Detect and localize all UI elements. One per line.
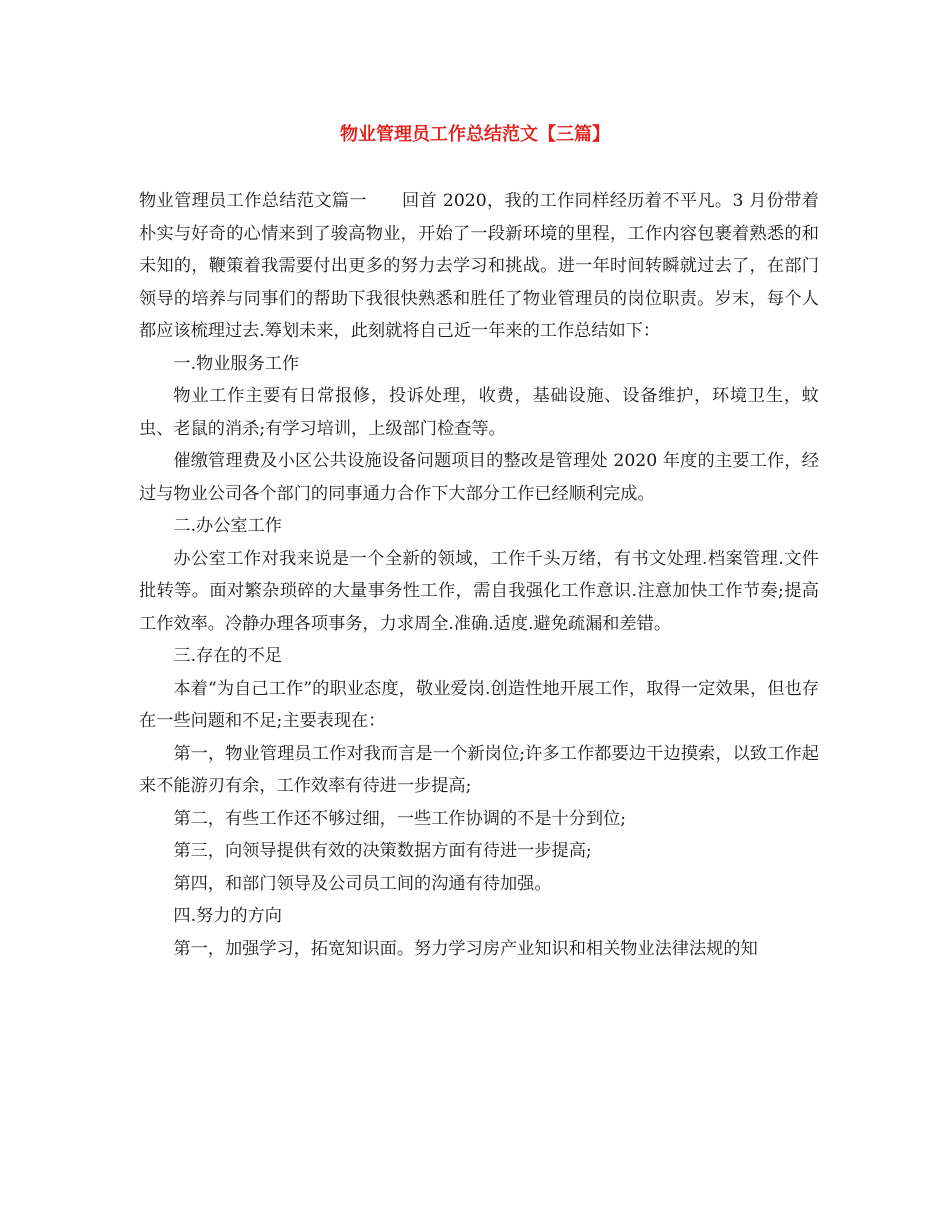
paragraph: 本着“为自己工作”的职业态度，敬业爱岗.创造性地开展工作，取得一定效果，但也存在一些问题和不足;主要表现在： (139, 678, 819, 731)
document-title: 物业管理员工作总结范文【三篇】 (340, 124, 610, 145)
section-heading-4: 四.努力的方向 (173, 906, 282, 926)
paragraph: 办公室工作对我来说是一个全新的领域，工作千头万绪，有书文处理.档案管理.文件批转等。面对繁杂琐碎的大量事务性工作，需自我强化工作意识.注意加快工作节奏;提高工作效率。冷静办理各项事务，力求周全.准确.适度.避免疏漏和差错。 (139, 548, 819, 634)
section-heading-2: 二.办公室工作 (173, 516, 282, 536)
list-item: 第二，有些工作还不够过细，一些工作协调的不是十分到位; (173, 808, 627, 829)
list-item: 第一，加强学习，拓宽知识面。努力学习房产业知识和相关物业法律法规的知 (173, 938, 758, 959)
paragraph: 催缴管理费及小区公共设施设备问题项目的整改是管理处 2020 年度的主要工作，经过与物业公司各个部门的同事通力合作下大部分工作已经顺利完成。 (139, 451, 819, 504)
paragraph: 物业工作主要有日常报修，投诉处理，收费，基础设施、设备维护，环境卫生，蚊虫、老鼠的消杀;有学习培训，上级部门检查等。 (139, 386, 819, 439)
list-item: 第一，物业管理员工作对我而言是一个新岗位;许多工作都要边干边摸索，以致工作起来不能游刃有余，工作效率有待进一步提高; (139, 743, 819, 796)
list-item: 第三，向领导提供有效的决策数据方面有待进一步提高; (173, 841, 592, 861)
section-heading-3: 三.存在的不足 (173, 646, 282, 666)
list-item: 第四，和部门领导及公司员工间的沟通有待加强。 (173, 873, 552, 894)
section-heading-1: 一.物业服务工作 (173, 353, 300, 374)
paragraph-intro: 物业管理员工作总结范文篇一 回首 2020，我的工作同样经历着不平凡。3 月份带着朴实与好奇的心情来到了骏高物业，开始了一段新环境的里程，工作内容包裹着熟悉的和未知的，鞭策着我需要付出更多的努力去学习和挑战。进一年时间转瞬就过去了，在部门领导的培养与同事们的帮助下我很快熟悉和胜任了物业管理员的岗位职责。岁末，每个人都应该梳理过去.筹划未来，此刻就将自己近一年来的工作总结如下： (139, 191, 819, 341)
document-body (139, 185, 819, 965)
